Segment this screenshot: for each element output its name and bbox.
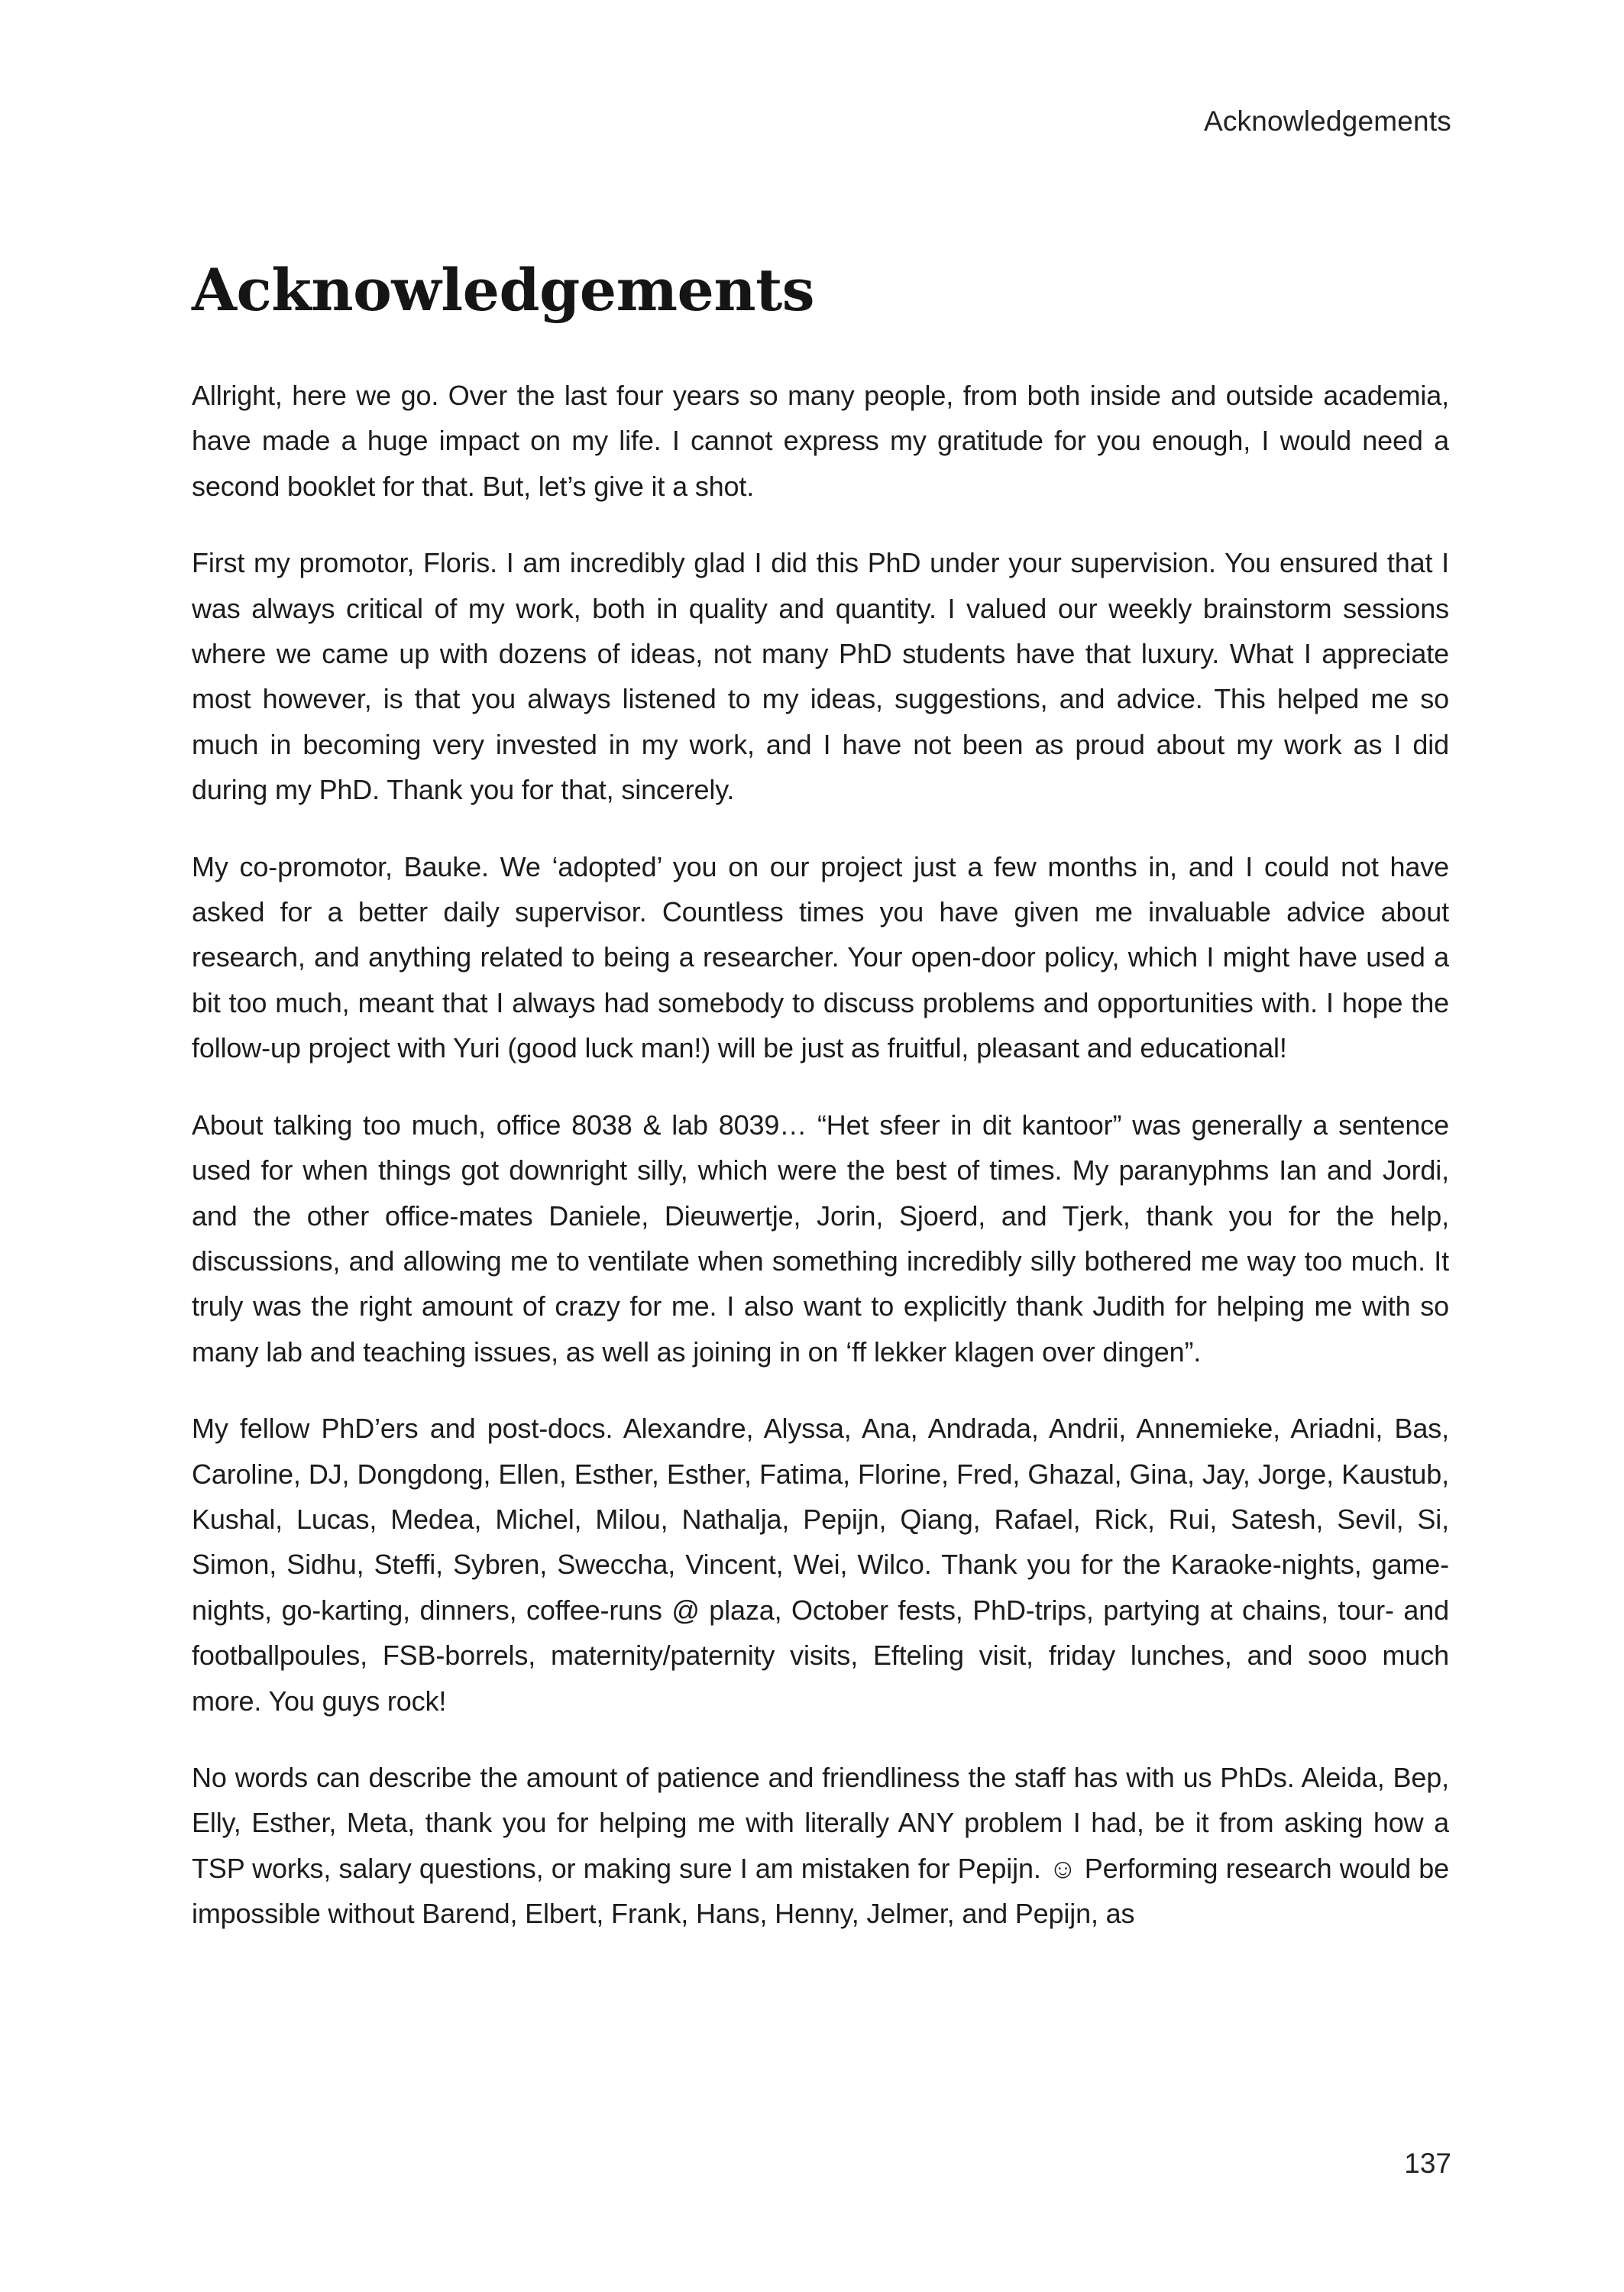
paragraph-promotor: First my promotor, Floris. I am incredibly glad I did this PhD under your supervision. You ensured that I was always critical of my work, both in quality and quantity. I valued our weekly brainstorm sessions where we came up with dozens of ideas, not many PhD students have that luxury. What I appreciate most however, is that you always listened to my ideas, suggestions, and advice. This helped me so much in becoming very invested in my work, and I have not been as proud about my work as I did during my PhD. Thank you for that, sincerely. <box>192 547 1449 806</box>
paragraph-co-promotor: My co-promotor, Bauke. We ‘adopted’ you on our project just a few months in, and I could not have asked for a better daily supervisor. Countless times you have given me invaluable advice about research, and anything related to being a researcher. Your open-door policy, which I might have used a bit too much, meant that I always had somebody to discuss problems and opportunities with. I hope the follow-up project with Yuri (good luck man!) will be just as fruitful, pleasant and educational! <box>192 850 1449 1064</box>
paragraph-intro: Allright, here we go. Over the last four years so many people, from both inside and outside academia, have made a huge impact on my life. I cannot express my gratitude for you enough, I would need a second booklet for that. But, let’s give it a shot. <box>192 380 1449 502</box>
paragraph-phds: My fellow PhD’ers and post-docs. Alexandre, Alyssa, Ana, Andrada, Andrii, Annemieke, Ariadni, Bas, Caroline, DJ, Dongdong, Ellen, Esther, Esther, Fatima, Florine, Fred, Ghazal, Gina, Jay, Jorge, Kaustub, Kushal, Lucas, Medea, Michel, Milou, Nathalja, Pepijn, Qiang, Rafael, Rick, Rui, Satesh, Sevil, Si, Simon, Sidhu, Steffi, Sybren, Sweccha, Vincent, Wei, Wilco. Thank you for the Karaoke-nights, game-nights, go-karting, dinners, coffee-runs @ plaza, October fests, PhD-trips, partying at chains, tour- and footballpoules, FSB-borrels, maternity/paternity visits, Efteling visit, friday lunches, and sooo much more. You guys rock! <box>192 1413 1449 1717</box>
paragraph-staff: No words can describe the amount of patience and friendliness the staff has with us PhDs. Aleida, Bep, Elly, Esther, Meta, thank you for helping me with literally ANY problem I had, be it from asking how a TSP works, salary questions, or making sure I am mistaken for Pepijn. ☺ Performing research would be impossible without Barend, Elbert, Frank, Hans, Henny, Jelmer, and Pepijn, as <box>192 1761 1449 1930</box>
paragraph-office: About talking too much, office 8038 & lab 8039… “Het sfeer in dit kantoor” was generally a sentence used for when things got downright silly, which were the best of times. My paranyphms Ian and Jordi, and the other office-mates Daniele, Dieuwertje, Jorin, Sjoerd, and Tjerk, thank you for the help, discussions, and allowing me to ventilate when something incredibly silly bothered me way too much. It truly was the right amount of crazy for me. I also want to explicitly thank Judith for helping me with so many lab and teaching issues, as well as joining in on ‘ff lekker klagen over dingen”. <box>192 1109 1449 1368</box>
running-header: Acknowledgements <box>1203 105 1451 137</box>
page-title: Acknowledgements <box>192 256 815 324</box>
body-text <box>192 373 1449 2054</box>
page-number: 137 <box>1404 2148 1451 2179</box>
